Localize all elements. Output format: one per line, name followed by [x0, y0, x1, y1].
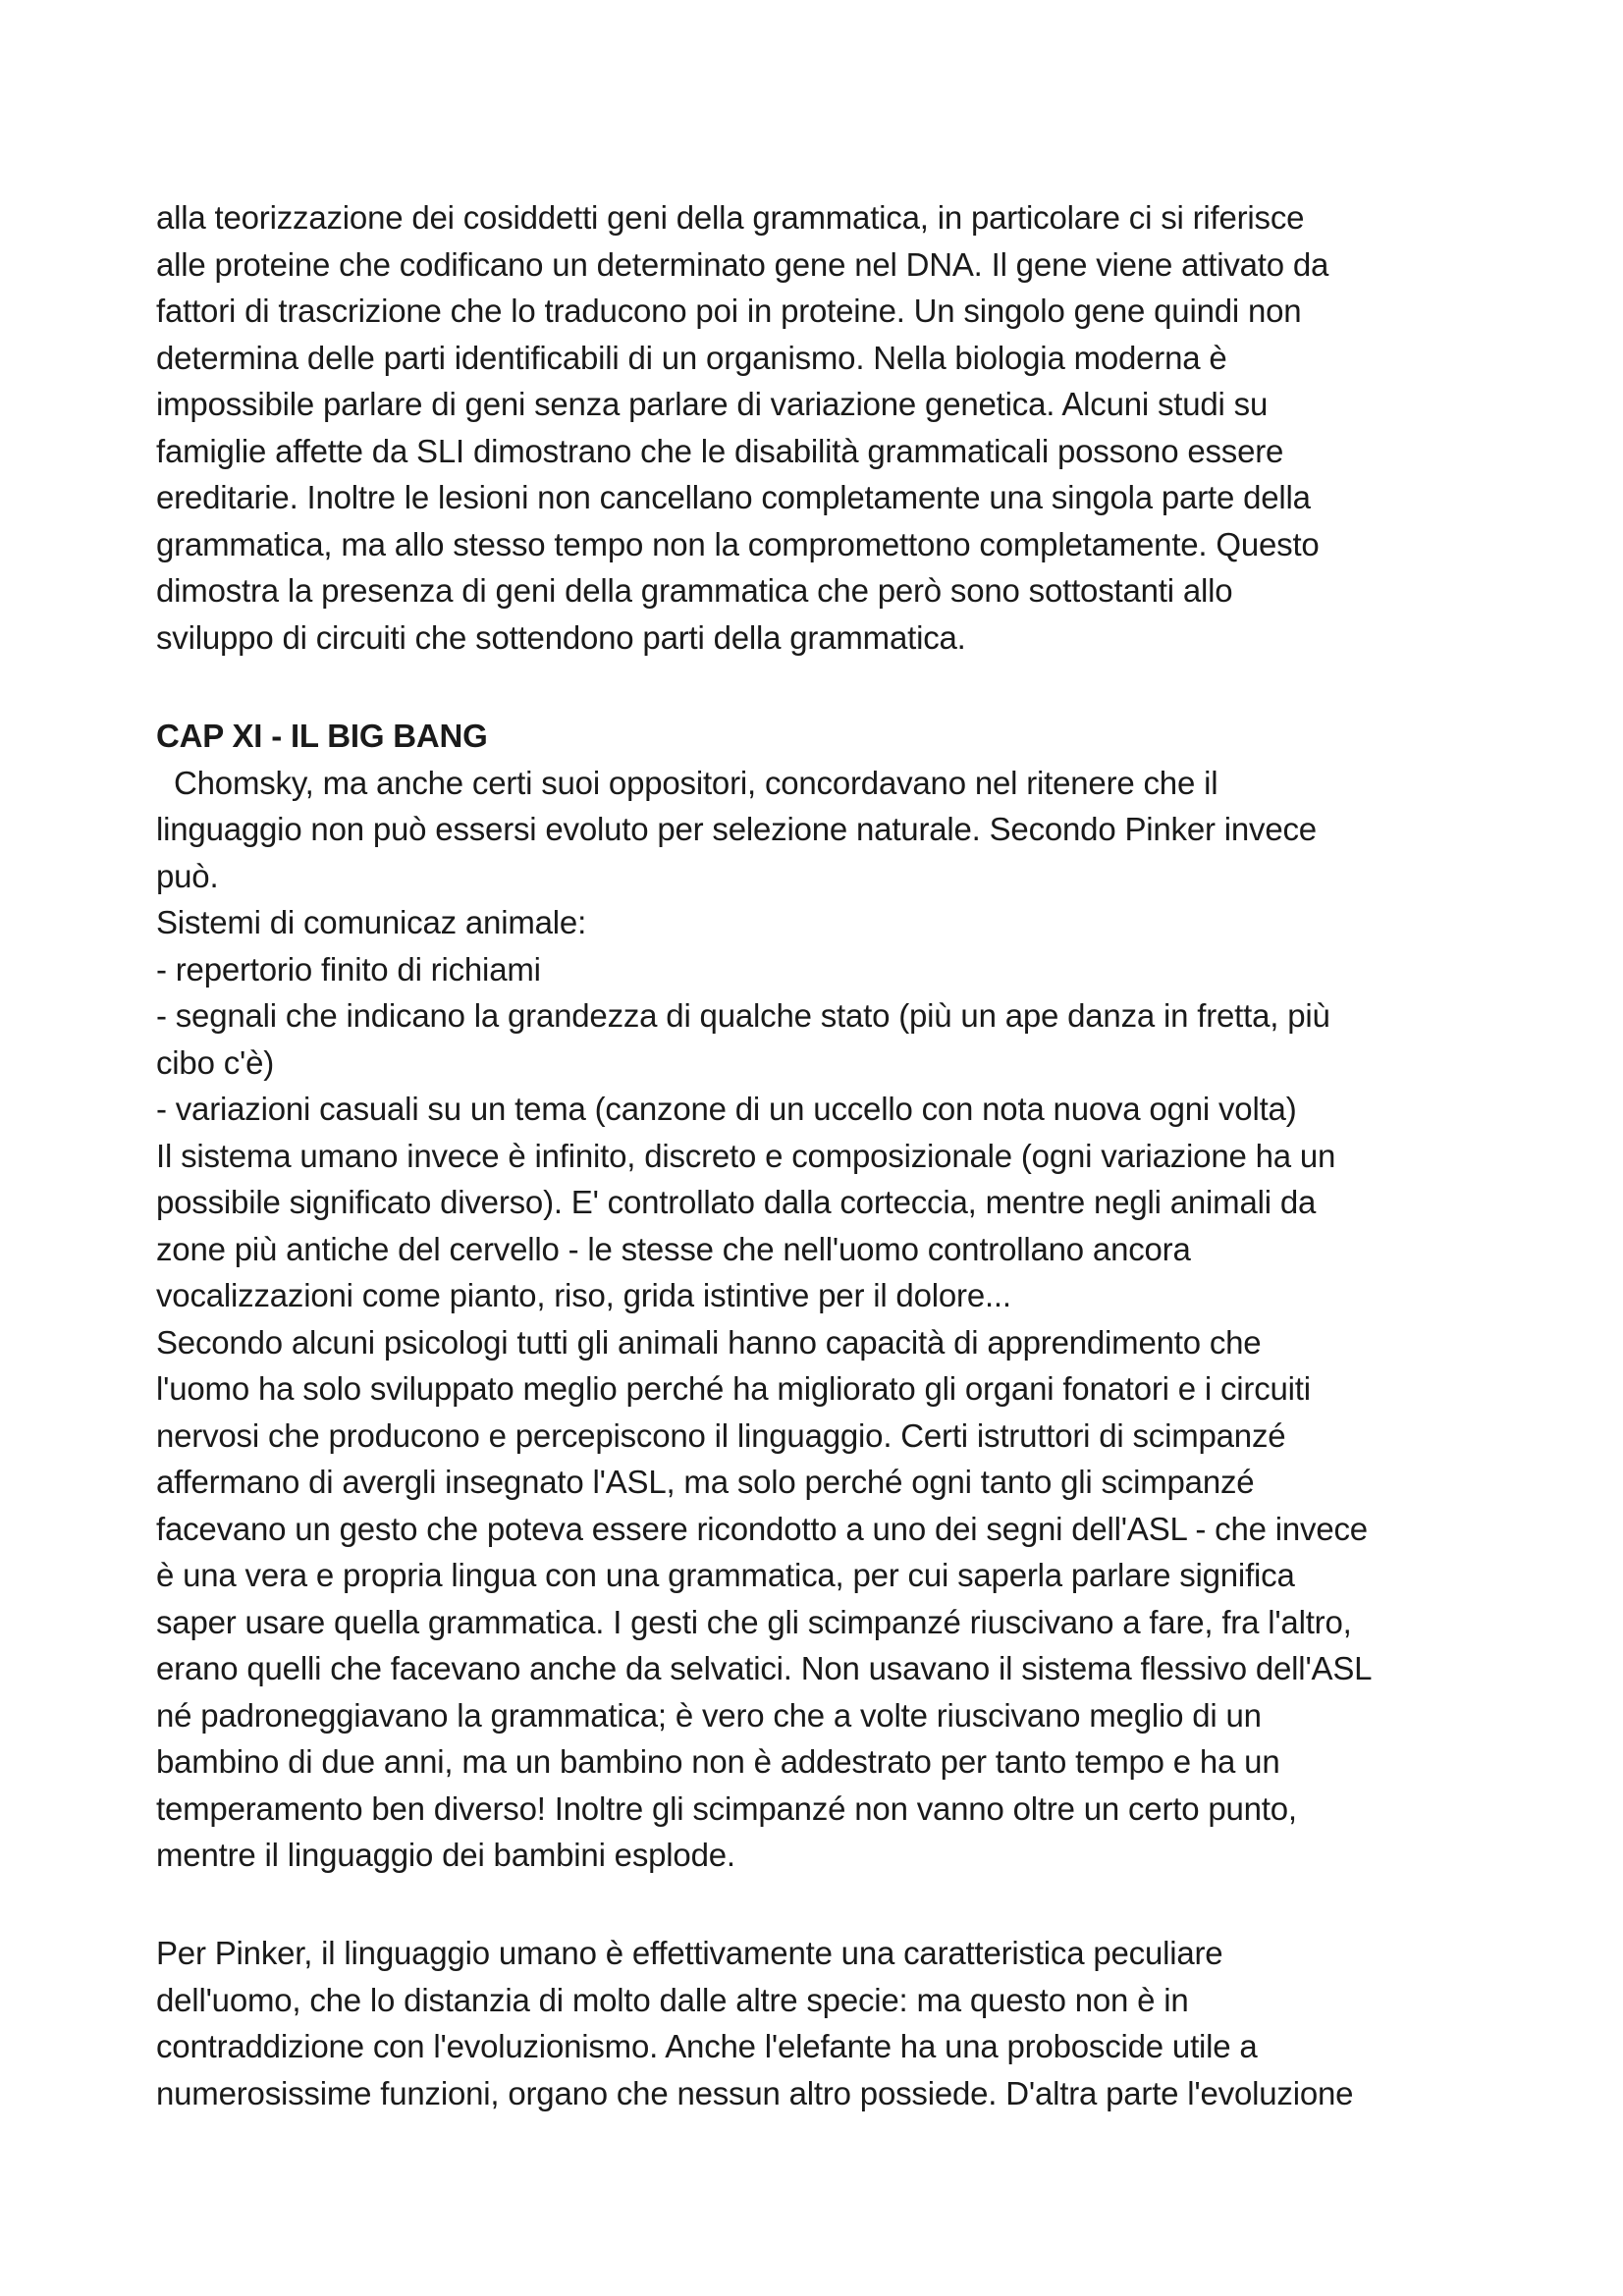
text-line [156, 1879, 1491, 1926]
text-line: numerosissime funzioni, organo che nessun altro possiede. D'altra parte l'evoluzione [156, 2074, 1354, 2111]
text-line: è una vera e propria lingua con una grammatica, per cui saperla parlare significa [156, 1557, 1295, 1593]
text-line: affermano di avergli insegnato l'ASL, ma solo perché ogni tanto gli scimpanzé [156, 1464, 1255, 1500]
text-line: alla teorizzazione dei cosiddetti geni della grammatica, in particolare ci si riferisce [156, 199, 1305, 236]
text-line: sviluppo di circuiti che sottendono parti della grammatica. [156, 618, 966, 656]
text-line: saper usare quella grammatica. I gesti che gli scimpanzé riuscivano a fare, fra l'altro, [156, 1603, 1352, 1640]
paragraph-pinker [156, 1930, 1491, 2116]
text-line: nervosi che producono e percepiscono il linguaggio. Certi istruttori di scimpanzé [156, 1416, 1286, 1454]
text-line: mentre il linguaggio dei bambini esplode. [156, 1837, 735, 1873]
paragraph-genes [156, 194, 1491, 661]
text-line: ereditarie. Inoltre le lesioni non cancellano completamente una singola parte della [156, 479, 1311, 515]
text-line: grammatica, ma allo stesso tempo non la compromettono completamente. Questo [156, 525, 1320, 562]
list-item: - segnali che indicano la grandezza di qualche stato (più un ape danza in fretta, più [156, 997, 1330, 1034]
chapter-section [156, 713, 1491, 1925]
text-line: fattori di trascrizione che lo traducono poi in proteine. Un singolo gene quindi non [156, 293, 1302, 329]
text-line: cibo c'è) [156, 1043, 275, 1081]
text-line: può. [156, 857, 219, 894]
chapter-heading: CAP XI - IL BIG BANG [156, 718, 488, 754]
text-line: famiglie affette da SLI dimostrano che le disabilità grammaticali possono essere [156, 432, 1284, 469]
list-item: - repertorio finito di richiami [156, 950, 541, 988]
text-line: alle proteine che codificano un determinato gene nel DNA. Il gene viene attivato da [156, 245, 1329, 283]
text-line: Per Pinker, il linguaggio umano è effettivamente una caratteristica peculiare [156, 1935, 1223, 1971]
text-line: determina delle parti identificabili di un organismo. Nella biologia moderna è [156, 339, 1227, 376]
text-line: dell'uomo, che lo distanzia di molto dalle altre specie: ma questo non è in [156, 1981, 1189, 2018]
text-line: temperamento ben diverso! Inoltre gli scimpanzé non vanno oltre un certo punto, [156, 1789, 1297, 1827]
text-line: contraddizione con l'evoluzionismo. Anche l'elefante ha una proboscide utile a [156, 2028, 1258, 2064]
text-line: vocalizzazioni come pianto, riso, grida istintive per il dolore... [156, 1277, 1011, 1313]
text-line: zone più antiche del cervello - le stesse che nell'uomo controllano ancora [156, 1230, 1191, 1267]
text-line: né padroneggiavano la grammatica; è vero che a volte riuscivano meglio di un [156, 1696, 1262, 1734]
text-line: Secondo alcuni psicologi tutti gli animali hanno capacità di apprendimento che [156, 1323, 1262, 1361]
text-line: dimostra la presenza di geni della grammatica che però sono sottostanti allo [156, 572, 1233, 609]
text-line: Il sistema umano invece è infinito, discreto e composizionale (ogni variazione ha un [156, 1137, 1336, 1174]
text-line: Chomsky, ma anche certi suoi oppositori, concordavano nel ritenere che il [174, 764, 1218, 801]
text-line: bambino di due anni, ma un bambino non è addestrato per tanto tempo e ha un [156, 1743, 1280, 1780]
text-line: facevano un gesto che poteva essere ricondotto a uno dei segni dell'ASL - che invece [156, 1510, 1368, 1547]
list-item: - variazioni casuali su un tema (canzone di un uccello con nota nuova ogni volta) [156, 1091, 1297, 1127]
text-line: possibile significato diverso). E' controllato dalla corteccia, mentre negli animali da [156, 1184, 1317, 1220]
text-line: erano quelli che facevano anche da selvatici. Non usavano il sistema flessivo dell'ASL [156, 1650, 1373, 1686]
text-line: Sistemi di comunicaz animale: [156, 904, 587, 940]
text-line: linguaggio non può essersi evoluto per selezione naturale. Secondo Pinker invece [156, 811, 1317, 847]
text-line: impossibile parlare di geni senza parlare di variazione genetica. Alcuni studi su [156, 386, 1269, 422]
text-line: l'uomo ha solo sviluppato meglio perché ha migliorato gli organi fonatori e i circuiti [156, 1370, 1311, 1407]
